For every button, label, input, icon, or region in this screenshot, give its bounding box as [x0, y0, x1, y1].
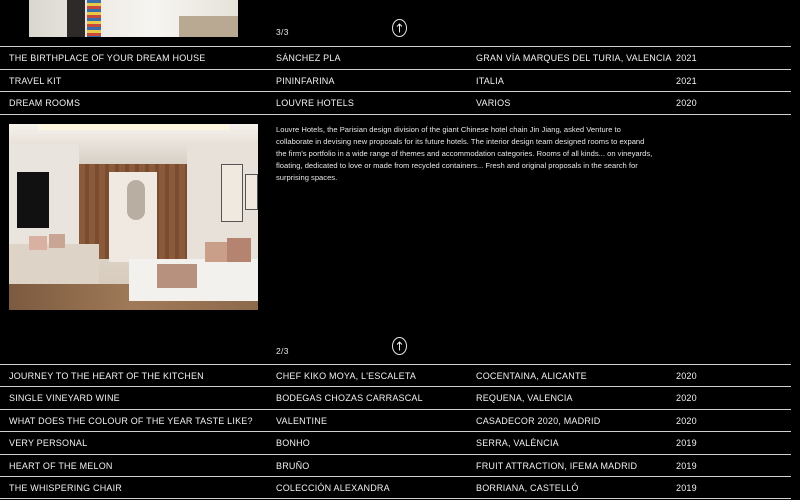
project-photo-previous	[29, 0, 238, 37]
project-client: CHEF KIKO MOYA, L'ESCALETA	[276, 371, 417, 381]
project-client: VALENTINE	[276, 416, 328, 426]
project-row[interactable]	[0, 477, 791, 499]
project-location: FRUIT ATTRACTION, IFEMA MADRID	[476, 461, 638, 471]
project-title: TRAVEL KIT	[9, 76, 62, 86]
project-location: REQUENA, VALENCIA	[476, 393, 573, 403]
project-title: VERY PERSONAL	[9, 438, 88, 448]
project-client: SÁNCHEZ PLA	[276, 53, 341, 63]
project-client: BODEGAS CHOZAS CARRASCAL	[276, 393, 423, 403]
project-title: JOURNEY TO THE HEART OF THE KITCHEN	[9, 371, 204, 381]
project-year: 2020	[676, 393, 697, 403]
project-client: BONHO	[276, 438, 311, 448]
gallery-next-button[interactable]	[392, 337, 407, 355]
project-location: ITALIA	[476, 76, 505, 86]
arrow-up-icon	[396, 23, 403, 33]
arrow-up-icon	[396, 341, 403, 351]
project-title: SINGLE VINEYARD WINE	[9, 393, 120, 403]
project-location: BORRIANA, CASTELLÓ	[476, 483, 579, 493]
project-year: 2021	[676, 53, 697, 63]
project-title: WHAT DOES THE COLOUR OF THE YEAR TASTE LIKE?	[9, 416, 253, 426]
project-client: BRUÑO	[276, 461, 310, 471]
project-year: 2020	[676, 416, 697, 426]
project-title: THE WHISPERING CHAIR	[9, 483, 123, 493]
project-row[interactable]	[0, 47, 791, 69]
project-location: SERRA, VALÈNCIA	[476, 438, 559, 448]
project-location: VARIOS	[476, 98, 511, 108]
project-row[interactable]	[0, 455, 791, 477]
project-title: THE BIRTHPLACE OF YOUR DREAM HOUSE	[9, 53, 206, 63]
project-description: Louvre Hotels, the Parisian design division of the giant Chinese hotel chain Jin Jiang, asked Venture to collaborate in devising new proposals for its future hotels. The interior design team designed rooms to expand the firm's portfolio in a wide range of themes and accommodation categories. Rooms of all kinds... on vineyards, floating, dedicated to love or made from recycled containers... Fresh and original proposals in the search for surprising spaces.	[276, 125, 653, 182]
gallery-next-button-upper[interactable]	[392, 19, 407, 37]
gallery-counter-upper: 3/3	[276, 27, 289, 37]
project-year: 2020	[676, 98, 697, 108]
project-row[interactable]	[0, 410, 791, 432]
project-location: COCENTAINA, ALICANTE	[476, 371, 587, 381]
project-row[interactable]	[0, 365, 791, 387]
project-client: LOUVRE HOTELS	[276, 98, 355, 108]
project-title: HEART OF THE MELON	[9, 461, 113, 471]
project-row[interactable]	[0, 70, 791, 92]
project-title: DREAM ROOMS	[9, 98, 81, 108]
project-location: GRAN VÍA MARQUES DEL TURIA, VALENCIA	[476, 53, 672, 63]
project-client: COLECCIÓN ALEXANDRA	[276, 483, 390, 493]
row-divider	[0, 498, 791, 499]
project-row[interactable]	[0, 387, 791, 409]
project-year: 2019	[676, 483, 697, 493]
project-year: 2021	[676, 76, 697, 86]
project-year: 2019	[676, 461, 697, 471]
project-year: 2019	[676, 438, 697, 448]
project-row[interactable]	[0, 432, 791, 454]
project-photo	[9, 124, 258, 310]
project-client: PININFARINA	[276, 76, 335, 86]
project-row-expanded[interactable]	[0, 92, 791, 114]
gallery-counter: 2/3	[276, 346, 289, 356]
project-year: 2020	[676, 371, 697, 381]
project-location: CASADECOR 2020, MADRID	[476, 416, 601, 426]
row-divider	[0, 114, 791, 115]
